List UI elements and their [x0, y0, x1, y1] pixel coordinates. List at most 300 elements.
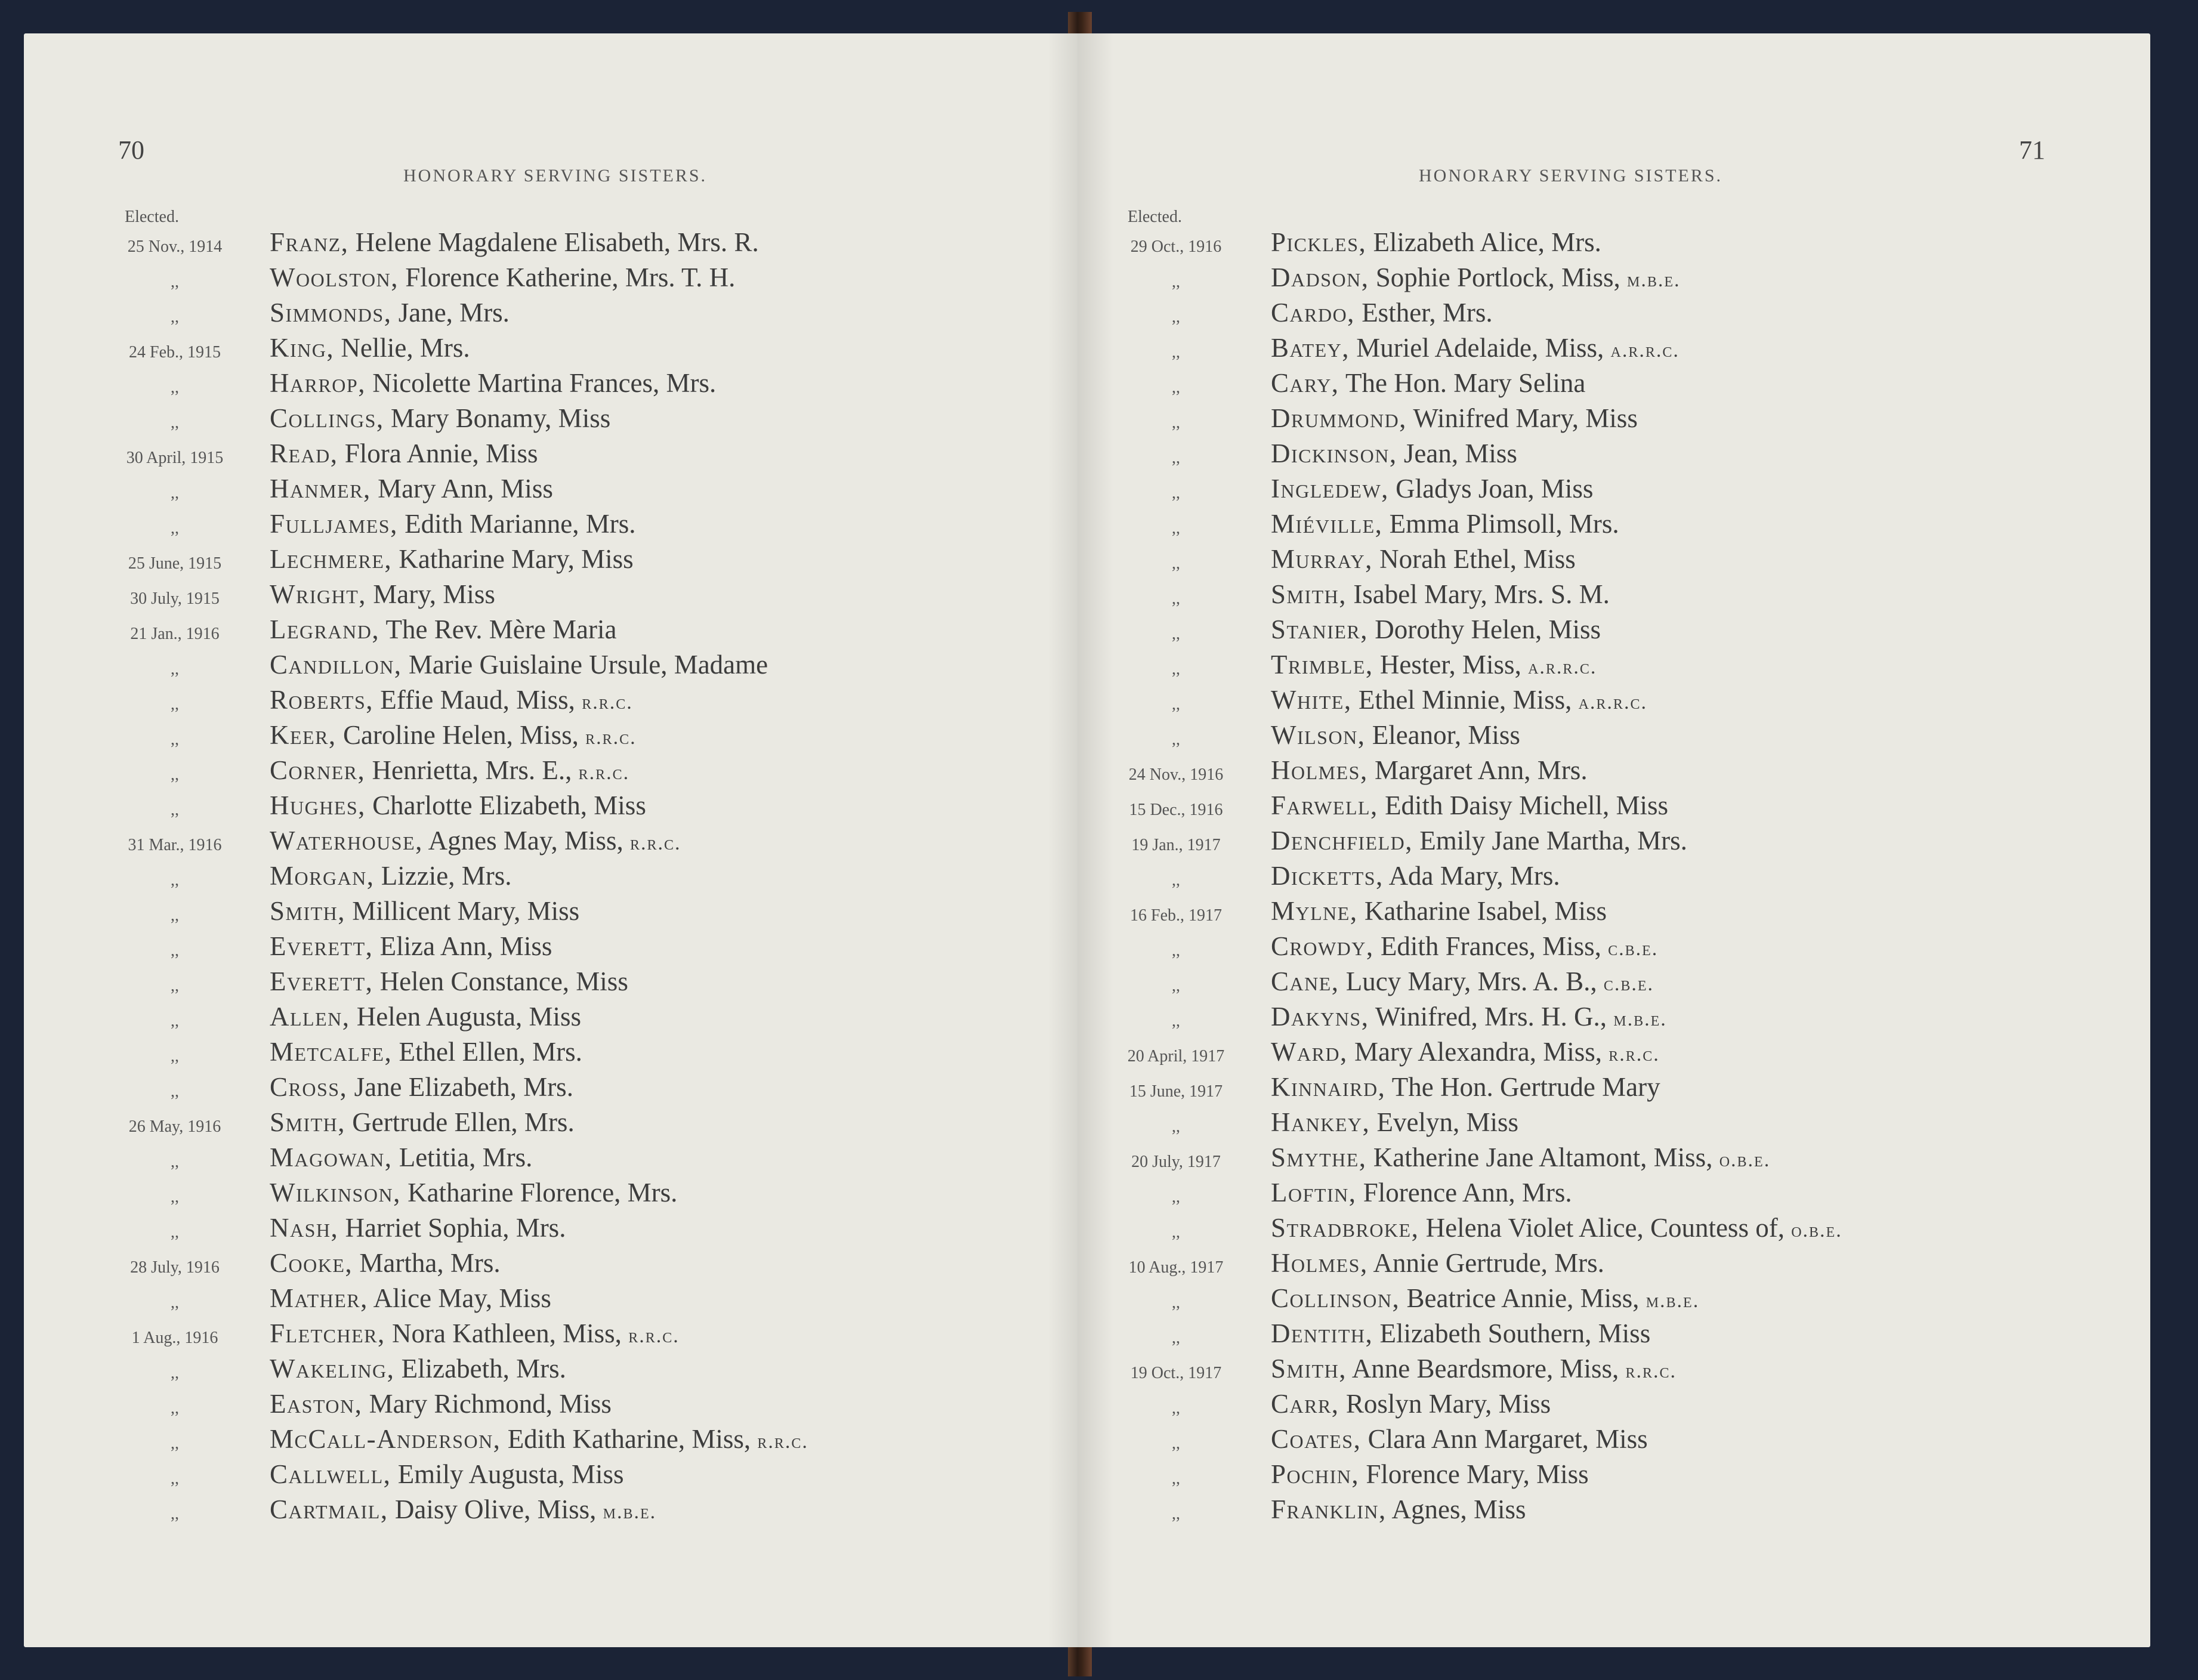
surname: McCall-Anderson,: [270, 1424, 501, 1454]
surname: Cary,: [1271, 368, 1339, 398]
member-name: [270, 1494, 656, 1525]
given-names: Katharine Mary, Miss: [392, 544, 634, 574]
honor-postnominal: m.b.e.: [1627, 269, 1681, 291]
surname: Everett,: [270, 966, 373, 996]
surname: Coates,: [1271, 1424, 1362, 1454]
given-names: Marie Guislaine Ursule, Madame: [402, 650, 768, 680]
honor-postnominal: r.r.c.: [578, 762, 630, 784]
given-names: Henrietta, Mrs. E.,: [365, 755, 579, 785]
member-name: [1271, 1036, 1660, 1067]
honor-postnominal: m.b.e.: [1646, 1290, 1700, 1312]
election-date: ,,: [1172, 1399, 1180, 1418]
member-name: [270, 1247, 501, 1278]
given-names: Agnes May, Miss,: [422, 826, 631, 856]
surname: Farwell,: [1271, 790, 1378, 820]
honor-postnominal: m.b.e.: [603, 1501, 657, 1523]
surname: Legrand,: [270, 614, 380, 644]
member-name: [270, 1001, 581, 1032]
election-date: ,,: [171, 871, 179, 890]
election-date: ,,: [1172, 273, 1180, 291]
elected-column-heading: Elected.: [125, 208, 179, 226]
given-names: Martha, Mrs.: [353, 1248, 501, 1278]
election-date: ,,: [171, 1188, 179, 1206]
member-name: [1271, 860, 1560, 891]
given-names: Isabel Mary, Mrs. S. M.: [1347, 579, 1610, 609]
given-names: Ada Mary, Mrs.: [1383, 861, 1560, 891]
election-date: ,,: [171, 273, 179, 291]
member-name: [1271, 1247, 1604, 1278]
given-names: Katharine Isabel, Miss: [1357, 896, 1607, 926]
member-name: [270, 755, 629, 786]
member-name: [1271, 473, 1593, 504]
surname: Cardo,: [1271, 298, 1355, 328]
given-names: Muriel Adelaide, Miss,: [1350, 333, 1611, 363]
member-name: [1271, 790, 1668, 821]
surname: Smythe,: [1271, 1142, 1367, 1172]
surname: Dakyns,: [1271, 1002, 1369, 1032]
surname: Drummond,: [1271, 403, 1407, 433]
given-names: Daisy Olive, Miss,: [388, 1494, 603, 1524]
surname: Fulljames,: [270, 509, 398, 539]
election-date: ,,: [171, 378, 179, 397]
member-name: [1271, 543, 1576, 575]
election-date: ,,: [171, 695, 179, 714]
surname: Smith,: [1271, 579, 1347, 609]
given-names: Florence Katherine, Mrs. T. H.: [398, 262, 736, 292]
surname: Dadson,: [1271, 262, 1369, 292]
election-date: ,,: [1172, 730, 1180, 749]
election-date: ,,: [1172, 343, 1180, 362]
surname: Holmes,: [1271, 1248, 1368, 1278]
member-name: [270, 1423, 808, 1454]
member-name: [1271, 403, 1638, 434]
given-names: Gertrude Ellen, Mrs.: [345, 1107, 575, 1137]
member-name: [1271, 1494, 1526, 1525]
election-date: ,,: [1172, 378, 1180, 397]
given-names: Sophie Portlock, Miss,: [1369, 262, 1628, 292]
surname: Dentith,: [1271, 1318, 1373, 1348]
election-date: ,,: [1172, 1469, 1180, 1488]
surname: Collings,: [270, 403, 384, 433]
surname: Woolston,: [270, 262, 399, 292]
gutter-shadow: [1078, 33, 1113, 1647]
surname: Nash,: [270, 1213, 339, 1243]
surname: Ward,: [1271, 1037, 1348, 1067]
member-name: [270, 719, 637, 751]
given-names: Nicolette Martina Frances, Mrs.: [365, 368, 717, 398]
surname: Hankey,: [1271, 1107, 1370, 1137]
member-name: [1271, 1212, 1842, 1243]
election-date: ,,: [1172, 484, 1180, 502]
given-names: Emily Jane Martha, Mrs.: [1413, 826, 1687, 856]
election-date: 29 Oct., 1916: [1130, 237, 1222, 256]
election-date: 30 July, 1915: [130, 589, 220, 608]
member-name: [1271, 1423, 1648, 1454]
election-date: ,,: [171, 1047, 179, 1066]
surname: Stradbroke,: [1271, 1213, 1419, 1243]
member-name: [1271, 508, 1619, 539]
given-names: Edith Frances, Miss,: [1373, 931, 1609, 961]
election-date: ,,: [1172, 1188, 1180, 1206]
surname: Kinnaird,: [1271, 1072, 1386, 1102]
given-names: Ethel Minnie, Miss,: [1351, 685, 1579, 715]
surname: Read,: [270, 438, 338, 468]
given-names: Evelyn, Miss: [1370, 1107, 1518, 1137]
election-date: ,,: [171, 1012, 179, 1030]
surname: Cooke,: [270, 1248, 353, 1278]
given-names: Katherine Jane Altamont, Miss,: [1366, 1142, 1719, 1172]
member-name: [1271, 614, 1601, 645]
member-name: [1271, 227, 1601, 258]
member-name: [1271, 755, 1588, 786]
member-name: [270, 1353, 566, 1384]
member-name: [1271, 1107, 1518, 1138]
member-name: [270, 473, 553, 504]
given-names: Norah Ethel, Miss: [1372, 544, 1576, 574]
member-name: [270, 895, 579, 927]
surname: Crowdy,: [1271, 931, 1374, 961]
election-date: ,,: [1172, 660, 1180, 678]
surname: Mylne,: [1271, 896, 1358, 926]
member-name: [270, 1107, 575, 1138]
member-name: [270, 790, 646, 821]
election-date: ,,: [1172, 308, 1180, 326]
given-names: Eleanor, Miss: [1365, 720, 1520, 750]
election-date: ,,: [1172, 589, 1180, 608]
member-name: [1271, 1283, 1699, 1314]
election-date: 24 Nov., 1916: [1128, 765, 1224, 784]
given-names: Winifred, Mrs. H. G.,: [1369, 1002, 1614, 1032]
given-names: Nora Kathleen, Miss,: [385, 1318, 629, 1348]
election-date: ,,: [171, 1153, 179, 1171]
member-name: [270, 508, 636, 539]
election-date: 31 Mar., 1916: [128, 836, 222, 854]
election-date: 19 Jan., 1917: [1131, 836, 1221, 854]
election-date: ,,: [171, 801, 179, 819]
given-names: Emily Augusta, Miss: [391, 1459, 624, 1489]
surname: Denchfield,: [1271, 826, 1413, 856]
given-names: Clara Ann Margaret, Miss: [1361, 1424, 1648, 1454]
given-names: Helena Violet Alice, Countess of,: [1419, 1213, 1792, 1243]
given-names: Elizabeth Southern, Miss: [1373, 1318, 1651, 1348]
surname: Carr,: [1271, 1389, 1339, 1419]
surname: Callwell,: [270, 1459, 391, 1489]
honor-postnominal: o.b.e.: [1719, 1149, 1771, 1171]
given-names: Alice May, Miss: [368, 1283, 551, 1313]
given-names: Jane Elizabeth, Mrs.: [347, 1072, 573, 1102]
honor-postnominal: m.b.e.: [1613, 1008, 1667, 1030]
election-date: ,,: [171, 1399, 179, 1418]
given-names: Mary Richmond, Miss: [362, 1389, 612, 1419]
election-date: ,,: [171, 1223, 179, 1242]
member-name: [1271, 332, 1680, 363]
member-name: [270, 579, 495, 610]
election-date: ,,: [1172, 1117, 1180, 1136]
given-names: Helen Constance, Miss: [373, 966, 628, 996]
surname: Wright,: [270, 579, 366, 609]
member-name: [270, 262, 735, 293]
surname: Dicketts,: [1271, 861, 1384, 891]
election-date: 26 May, 1916: [128, 1117, 221, 1136]
election-date: 20 April, 1917: [1127, 1047, 1225, 1066]
member-name: [1271, 1353, 1677, 1384]
election-date: 1 Aug., 1916: [131, 1329, 218, 1347]
honor-postnominal: r.r.c.: [585, 727, 637, 749]
given-names: Jean, Miss: [1397, 438, 1517, 468]
member-name: [1271, 1071, 1660, 1102]
surname: Dickinson,: [1271, 438, 1397, 468]
election-date: ,,: [1172, 1293, 1180, 1312]
page-number: 70: [118, 135, 144, 165]
election-date: ,,: [171, 906, 179, 925]
given-names: Elizabeth Alice, Mrs.: [1366, 227, 1601, 257]
right-page: [1078, 33, 2150, 1647]
member-name: [270, 860, 511, 891]
election-date: ,,: [1172, 977, 1180, 995]
election-date: ,,: [171, 765, 179, 784]
given-names: Beatrice Annie, Miss,: [1400, 1283, 1646, 1313]
member-name: [1271, 1459, 1589, 1490]
surname: White,: [1271, 685, 1352, 715]
election-date: ,,: [1172, 941, 1180, 960]
surname: Miéville,: [1271, 509, 1383, 539]
member-name: [1271, 649, 1597, 680]
surname: Collinson,: [1271, 1283, 1400, 1313]
surname: Batey,: [1271, 333, 1350, 363]
surname: Roberts,: [270, 685, 374, 715]
given-names: Lucy Mary, Mrs. A. B.,: [1339, 966, 1604, 996]
running-head: HONORARY SERVING SISTERS.: [1419, 166, 1723, 186]
given-names: Jane, Mrs.: [391, 298, 510, 328]
honor-postnominal: r.r.c.: [757, 1431, 808, 1453]
election-date: 15 June, 1917: [1129, 1082, 1223, 1101]
surname: Trimble,: [1271, 650, 1373, 680]
election-date: ,,: [171, 660, 179, 678]
given-names: Eliza Ann, Miss: [373, 931, 552, 961]
election-date: 20 July, 1917: [1131, 1153, 1221, 1171]
member-name: [270, 1036, 582, 1067]
surname: Allen,: [270, 1002, 350, 1032]
given-names: The Hon. Mary Selina: [1339, 368, 1586, 398]
given-names: Letitia, Mrs.: [392, 1142, 533, 1172]
member-name: [1271, 1388, 1551, 1419]
election-date: ,,: [171, 1469, 179, 1488]
member-name: [1271, 895, 1607, 927]
given-names: Mary, Miss: [366, 579, 495, 609]
surname: King,: [270, 333, 335, 363]
given-names: Millicent Mary, Miss: [345, 896, 580, 926]
honor-postnominal: r.r.c.: [628, 1325, 680, 1347]
member-name: [270, 332, 470, 363]
member-name: [270, 1388, 612, 1419]
honor-postnominal: r.r.c.: [1625, 1360, 1677, 1382]
given-names: Nellie, Mrs.: [334, 333, 470, 363]
member-name: [1271, 1177, 1572, 1208]
left-page: [24, 33, 1083, 1647]
given-names: Annie Gertrude, Mrs.: [1367, 1248, 1604, 1278]
given-names: Winifred Mary, Miss: [1406, 403, 1638, 433]
honor-postnominal: r.r.c.: [582, 691, 633, 714]
given-names: Flora Annie, Miss: [338, 438, 538, 468]
given-names: Anne Beardsmore, Miss,: [1347, 1354, 1626, 1383]
given-names: Katharine Florence, Mrs.: [400, 1178, 678, 1208]
election-date: ,,: [1172, 1012, 1180, 1030]
surname: Pickles,: [1271, 227, 1367, 257]
member-name: [270, 1212, 566, 1243]
election-date: ,,: [171, 1293, 179, 1312]
member-name: [270, 1142, 532, 1173]
election-date: ,,: [1172, 1505, 1180, 1523]
given-names: Dorothy Helen, Miss: [1368, 614, 1601, 644]
honor-postnominal: o.b.e.: [1791, 1219, 1842, 1242]
given-names: Margaret Ann, Mrs.: [1367, 755, 1588, 785]
election-date: 25 Nov., 1914: [127, 237, 223, 256]
election-date: ,,: [171, 519, 179, 538]
surname: Franklin,: [1271, 1494, 1387, 1524]
given-names: Emma Plimsoll, Mrs.: [1382, 509, 1619, 539]
member-name: [270, 684, 633, 715]
member-name: [270, 614, 616, 645]
member-name: [1271, 1142, 1770, 1173]
given-names: Helen Augusta, Miss: [350, 1002, 581, 1032]
surname: Morgan,: [270, 861, 375, 891]
member-name: [270, 543, 634, 575]
given-names: Hester, Miss,: [1373, 650, 1529, 680]
member-name: [270, 297, 510, 328]
member-name: [1271, 579, 1610, 610]
surname: Waterhouse,: [270, 826, 423, 856]
surname: Harrop,: [270, 368, 366, 398]
surname: Murray,: [1271, 544, 1373, 574]
given-names: Helene Magdalene Elisabeth, Mrs. R.: [348, 227, 759, 257]
given-names: Agnes, Miss: [1386, 1494, 1526, 1524]
given-names: Esther, Mrs.: [1354, 298, 1493, 328]
member-name: [1271, 931, 1658, 962]
surname: Candillon,: [270, 650, 402, 680]
member-name: [1271, 684, 1647, 715]
election-date: ,,: [171, 1505, 179, 1523]
given-names: Elizabeth, Mrs.: [394, 1354, 566, 1383]
member-name: [1271, 1318, 1650, 1349]
member-name: [1271, 825, 1687, 856]
given-names: Lizzie, Mrs.: [374, 861, 512, 891]
surname: Everett,: [270, 931, 373, 961]
election-date: 28 July, 1916: [130, 1258, 220, 1277]
election-date: 30 April, 1915: [126, 449, 224, 467]
surname: Metcalfe,: [270, 1037, 393, 1067]
member-name: [270, 403, 610, 434]
surname: Smith,: [270, 896, 346, 926]
member-name: [270, 227, 759, 258]
surname: Holmes,: [1271, 755, 1368, 785]
member-name: [1271, 438, 1517, 469]
surname: Wakeling,: [270, 1354, 395, 1383]
election-date: ,,: [1172, 413, 1180, 432]
given-names: Harriet Sophia, Mrs.: [338, 1213, 566, 1243]
surname: Keer,: [270, 720, 337, 750]
member-name: [270, 931, 552, 962]
honor-postnominal: r.r.c.: [630, 832, 681, 854]
elected-column-heading: Elected.: [1128, 208, 1182, 226]
given-names: The Rev. Mère Maria: [379, 614, 617, 644]
member-name: [270, 649, 768, 680]
given-names: Florence Mary, Miss: [1359, 1459, 1589, 1489]
member-name: [270, 368, 716, 399]
election-date: 25 June, 1915: [128, 554, 222, 573]
member-name: [270, 1283, 551, 1314]
member-name: [1271, 719, 1520, 751]
member-name: [270, 1459, 623, 1490]
given-names: Ethel Ellen, Mrs.: [392, 1037, 582, 1067]
surname: Wilkinson,: [270, 1178, 401, 1208]
election-date: 10 Aug., 1917: [1128, 1258, 1224, 1277]
election-date: ,,: [171, 1364, 179, 1382]
member-name: [1271, 966, 1654, 997]
member-name: [1271, 262, 1681, 293]
surname: Ingledew,: [1271, 474, 1389, 504]
election-date: ,,: [1172, 1223, 1180, 1242]
member-name: [270, 966, 628, 997]
member-name: [270, 1177, 677, 1208]
member-name: [270, 1318, 680, 1349]
given-names: The Hon. Gertrude Mary: [1385, 1072, 1660, 1102]
honor-postnominal: c.b.e.: [1603, 973, 1654, 995]
surname: Cane,: [1271, 966, 1339, 996]
member-name: [1271, 1001, 1667, 1032]
surname: Hughes,: [270, 790, 366, 820]
given-names: Mary Alexandra, Miss,: [1347, 1037, 1609, 1067]
election-date: ,,: [1172, 449, 1180, 467]
given-names: Mary Bonamy, Miss: [384, 403, 611, 433]
member-name: [270, 438, 538, 469]
given-names: Florence Ann, Mrs.: [1356, 1178, 1572, 1208]
surname: Loftin,: [1271, 1178, 1357, 1208]
surname: Lechmere,: [270, 544, 393, 574]
member-name: [270, 1071, 573, 1102]
election-date: ,,: [1172, 695, 1180, 714]
surname: Wilson,: [1271, 720, 1366, 750]
election-date: 24 Feb., 1915: [129, 343, 221, 362]
election-date: 16 Feb., 1917: [1130, 906, 1222, 925]
given-names: Edith Katharine, Miss,: [501, 1424, 758, 1454]
surname: Smith,: [270, 1107, 346, 1137]
election-date: ,,: [1172, 1329, 1180, 1347]
surname: Hanmer,: [270, 474, 371, 504]
running-head: HONORARY SERVING SISTERS.: [403, 166, 708, 186]
surname: Pochin,: [1271, 1459, 1360, 1489]
election-date: ,,: [171, 484, 179, 502]
election-date: 19 Oct., 1917: [1130, 1364, 1222, 1382]
election-date: ,,: [171, 1082, 179, 1101]
surname: Easton,: [270, 1389, 363, 1419]
given-names: Gladys Joan, Miss: [1388, 474, 1594, 504]
surname: Cartmail,: [270, 1494, 388, 1524]
election-date: ,,: [1172, 554, 1180, 573]
given-names: Effie Maud, Miss,: [373, 685, 582, 715]
member-name: [1271, 297, 1493, 328]
given-names: Edith Marianne, Mrs.: [397, 509, 636, 539]
given-names: Charlotte Elizabeth, Miss: [365, 790, 646, 820]
surname: Magowan,: [270, 1142, 393, 1172]
given-names: Edith Daisy Michell, Miss: [1378, 790, 1669, 820]
honor-postnominal: a.r.r.c.: [1610, 339, 1680, 362]
election-date: 21 Jan., 1916: [130, 625, 220, 643]
election-date: ,,: [1172, 519, 1180, 538]
election-date: ,,: [1172, 1434, 1180, 1453]
member-name: [270, 825, 681, 856]
surname: Mather,: [270, 1283, 368, 1313]
page-number: 71: [2019, 135, 2045, 165]
